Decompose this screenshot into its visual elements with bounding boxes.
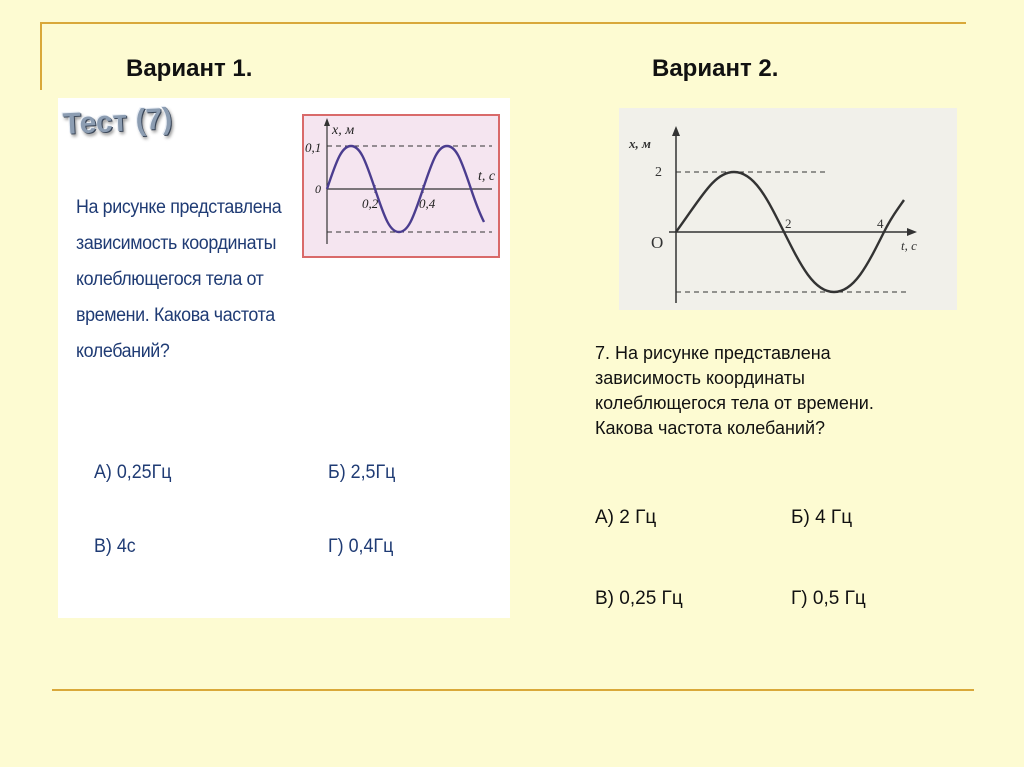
variant1-answer-a[interactable]: А) 0,25Гц bbox=[94, 462, 172, 483]
question-line: 7. На рисунке представлена bbox=[595, 343, 831, 363]
question-line: зависимость координаты bbox=[76, 233, 277, 254]
variant2-answer-c[interactable]: В) 0,25 Гц bbox=[595, 588, 683, 609]
x-axis-label: t, с bbox=[901, 238, 917, 253]
x-tick-label: 4 bbox=[877, 216, 884, 231]
variant2-question bbox=[595, 341, 975, 441]
variant2-answer-a[interactable]: А) 2 Гц bbox=[595, 507, 657, 528]
variant1-heading: Вариант 1. bbox=[126, 55, 253, 82]
x-tick-label: 0,2 bbox=[362, 196, 379, 211]
bottom-rule bbox=[52, 689, 974, 691]
question-line: Какова частота колебаний? bbox=[595, 418, 826, 438]
question-line: колеблющегося тела от bbox=[76, 269, 264, 290]
variant1-question bbox=[76, 190, 298, 370]
question-line: зависимость координаты bbox=[595, 368, 805, 388]
question-line: времени. Какова частота bbox=[76, 305, 275, 326]
variant2-heading: Вариант 2. bbox=[652, 55, 779, 82]
top-rule bbox=[40, 22, 966, 24]
variant1-answer-b[interactable]: Б) 2,5Гц bbox=[328, 462, 396, 483]
variant2-answer-d[interactable]: Г) 0,5 Гц bbox=[791, 588, 866, 609]
variant1-graph bbox=[302, 114, 500, 258]
variant1-card bbox=[58, 98, 510, 618]
variant2-answer-b[interactable]: Б) 4 Гц bbox=[791, 507, 853, 528]
test-badge: Тест (7) bbox=[62, 102, 174, 141]
question-line: колебаний? bbox=[76, 341, 170, 362]
x-axis-arrow bbox=[907, 228, 917, 236]
variant2-graph bbox=[619, 108, 957, 310]
y-axis-label: x, м bbox=[332, 123, 355, 138]
question-line: колеблющегося тела от времени. bbox=[595, 393, 874, 413]
variant1-answer-d[interactable]: Г) 0,4Гц bbox=[328, 536, 394, 557]
y-axis-arrow bbox=[672, 126, 680, 136]
y-axis-label: x, м bbox=[629, 136, 651, 151]
x-tick-label: 0,4 bbox=[419, 196, 436, 211]
x-tick-label: 2 bbox=[785, 216, 792, 231]
y-tick-label: 0,1 bbox=[305, 140, 322, 155]
origin-label: O bbox=[651, 233, 664, 252]
variant1-answer-c[interactable]: В) 4с bbox=[94, 536, 136, 557]
left-rule bbox=[40, 22, 42, 90]
x-axis-label: t, с bbox=[478, 169, 496, 184]
question-line: На рисунке представлена bbox=[76, 197, 282, 218]
y-tick-label: 2 bbox=[655, 165, 662, 180]
origin-label: 0 bbox=[315, 182, 321, 196]
variant2-graph-box bbox=[619, 108, 957, 310]
